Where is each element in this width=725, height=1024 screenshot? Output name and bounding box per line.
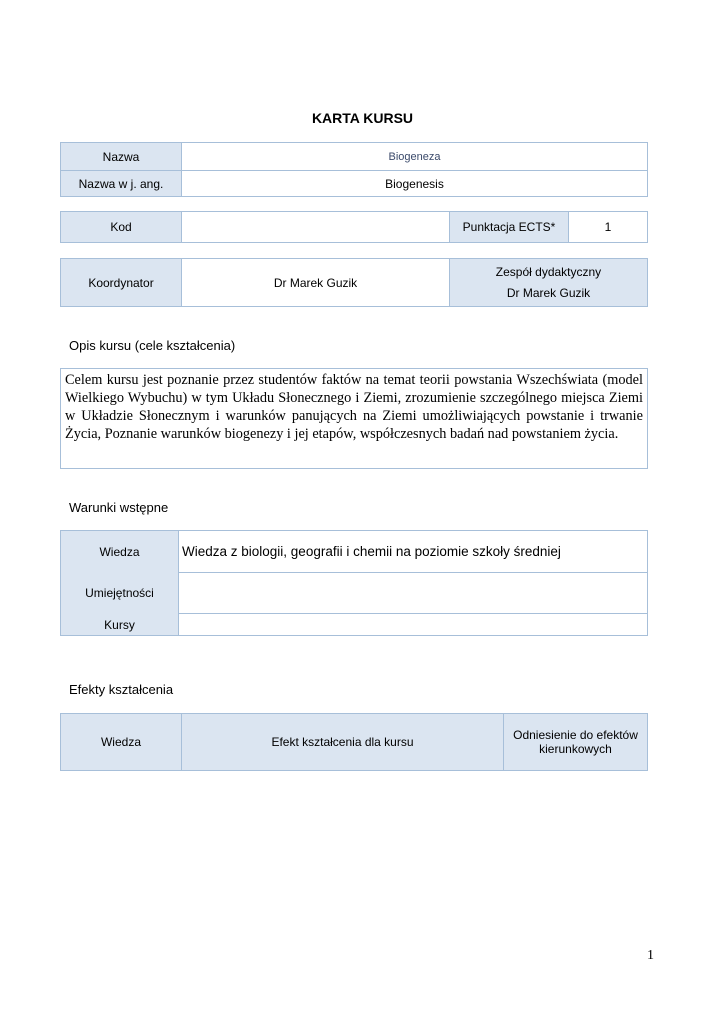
coordinator-value: Dr Marek Guzik	[273, 275, 358, 290]
divider	[178, 531, 179, 635]
page-number: 1	[647, 948, 654, 963]
courses-value	[179, 614, 647, 635]
code-value	[182, 212, 449, 242]
divider	[181, 714, 182, 770]
description-text: Celem kursu jest poznanie przez studentów faktów na temat teorii powstania Wszechświata (model Wielkiego Wybuchu) w tym Układu Słonecznego i Ziemi, zrozumienie szczególnego miejsca Ziemi w Układzie Słonecznym i warunków panujących na Ziemi umożliwiających powstanie i trwanie Życia, Poznanie warunków biogenezy i jej etapów, współczesnych badań nad powstaniem życia.	[60, 368, 648, 469]
skills-label: Umiejętności	[85, 586, 154, 600]
name-value: Biogeneza	[388, 150, 441, 163]
divider	[179, 572, 647, 573]
outcomes-heading: Efekty kształcenia	[69, 682, 174, 697]
courses-label: Kursy	[104, 617, 135, 632]
outcomes-table	[60, 713, 648, 771]
page-title: KARTA KURSU	[311, 110, 414, 126]
knowledge-label: Wiedza	[99, 544, 140, 559]
divider	[568, 212, 569, 242]
divider	[181, 212, 182, 242]
ects-label: Punktacja ECTS*	[450, 212, 568, 242]
team-value: Dr Marek Guzik	[506, 286, 591, 300]
name-label: Nazwa	[61, 143, 181, 170]
coordinator-table	[60, 258, 648, 307]
knowledge-value: Wiedza z biologii, geografii i chemii na poziomie szkoły średniej	[182, 544, 561, 559]
description-heading: Opis kursu (cele kształcenia)	[69, 338, 236, 353]
team-cell	[450, 259, 647, 306]
prerequisites-table	[60, 530, 648, 636]
course-name-table	[60, 142, 648, 197]
outcomes-col-knowledge: Wiedza	[100, 735, 141, 749]
divider	[181, 259, 182, 306]
divider	[449, 259, 450, 306]
outcomes-col-outcome: Efekt kształcenia dla kursu	[271, 735, 414, 749]
name-en-label: Nazwa w j. ang.	[61, 171, 181, 196]
prerequisites-heading: Warunki wstępne	[69, 500, 169, 515]
course-code-table	[60, 211, 648, 243]
name-en-value: Biogenesis	[385, 176, 444, 191]
skills-value	[179, 573, 647, 613]
code-label: Kod	[61, 212, 181, 242]
divider	[61, 170, 647, 171]
divider	[503, 714, 504, 770]
divider	[179, 613, 647, 614]
outcomes-col-reference: Odniesienie do efektów kierunkowych	[513, 728, 638, 756]
divider	[449, 212, 450, 242]
team-label: Zespół dydaktyczny	[495, 265, 602, 279]
coordinator-label: Koordynator	[61, 259, 181, 306]
ects-value: 1	[604, 220, 612, 234]
